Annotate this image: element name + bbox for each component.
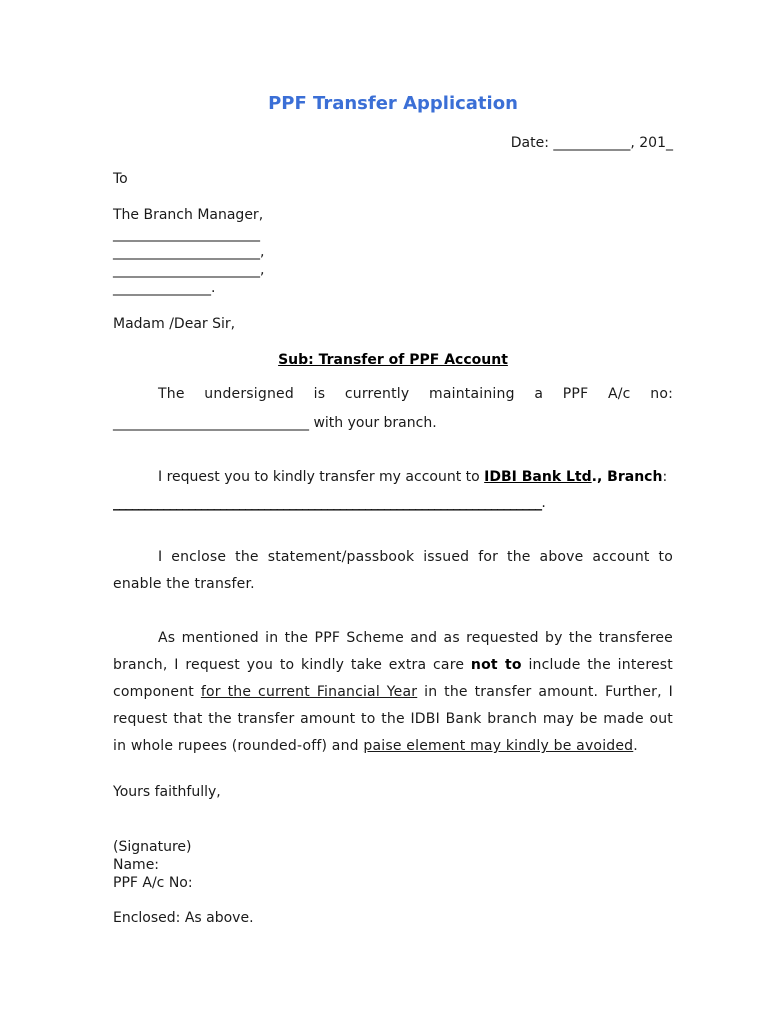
bank-name: IDBI Bank Ltd bbox=[484, 469, 592, 485]
paragraph-text: include the interest component bbox=[113, 657, 673, 700]
address-line: _____________________, bbox=[113, 244, 265, 260]
to-label: To bbox=[113, 171, 128, 187]
ppf-account-label: PPF A/c No: bbox=[113, 875, 193, 891]
paragraph-text: I enclose the statement/passbook issued for the above account to enable the transfer. bbox=[113, 549, 673, 592]
date-line: Date: ___________, 201_ bbox=[510, 135, 673, 151]
paragraph-text: ., bbox=[591, 469, 608, 485]
paragraph-text: . bbox=[541, 495, 546, 511]
subject-line bbox=[113, 352, 673, 368]
paragraph-text: As mentioned in the PPF Scheme and as requested by the transferee branch, I request you to kindly take extra care bbox=[113, 630, 673, 673]
paragraph-text: : bbox=[662, 469, 668, 485]
paragraph-text: . bbox=[633, 738, 638, 754]
paragraph-text: in the transfer amount. Further, I request that the transfer amount to the IDBI Bank branch may be made out in whole rupees (rounded-off) and bbox=[113, 684, 673, 754]
paragraph-text: with your branch. bbox=[309, 415, 437, 431]
underlined-text: paise element may kindly be avoided bbox=[363, 738, 634, 754]
paragraph-text: I request you to kindly transfer my account to bbox=[158, 469, 485, 485]
paragraph-enclose bbox=[113, 544, 673, 598]
paragraph-text: The undersigned is currently maintaining a PPF A/c no: bbox=[158, 386, 673, 402]
branch-label: Branch bbox=[607, 469, 663, 485]
branch-blank-line bbox=[113, 495, 546, 511]
enclosed-note: Enclosed: As above. bbox=[113, 910, 254, 926]
paragraph-transfer bbox=[113, 469, 667, 485]
address-line: ______________. bbox=[113, 280, 216, 296]
address-line: _____________________ bbox=[113, 226, 260, 242]
paragraph-interest bbox=[113, 625, 673, 760]
paragraph-account-line1 bbox=[113, 381, 673, 408]
salutation: Madam /Dear Sir, bbox=[113, 316, 236, 332]
paragraph-account-line2 bbox=[113, 415, 437, 431]
name-label: Name: bbox=[113, 857, 160, 873]
recipient-designation: The Branch Manager, bbox=[113, 207, 264, 223]
emphasis-text: not to bbox=[470, 657, 522, 673]
subject-text: Sub: Transfer of PPF Account bbox=[278, 352, 508, 368]
underlined-text: for the current Financial Year bbox=[200, 684, 418, 700]
closing: Yours faithfully, bbox=[113, 784, 221, 800]
document-title: PPF Transfer Application bbox=[268, 93, 518, 114]
branch-blank: ____________________________________________________________________ bbox=[113, 495, 542, 511]
address-line: _____________________, bbox=[113, 262, 265, 278]
signature-label: (Signature) bbox=[113, 839, 192, 855]
account-number-blank: ____________________________ bbox=[113, 415, 309, 431]
